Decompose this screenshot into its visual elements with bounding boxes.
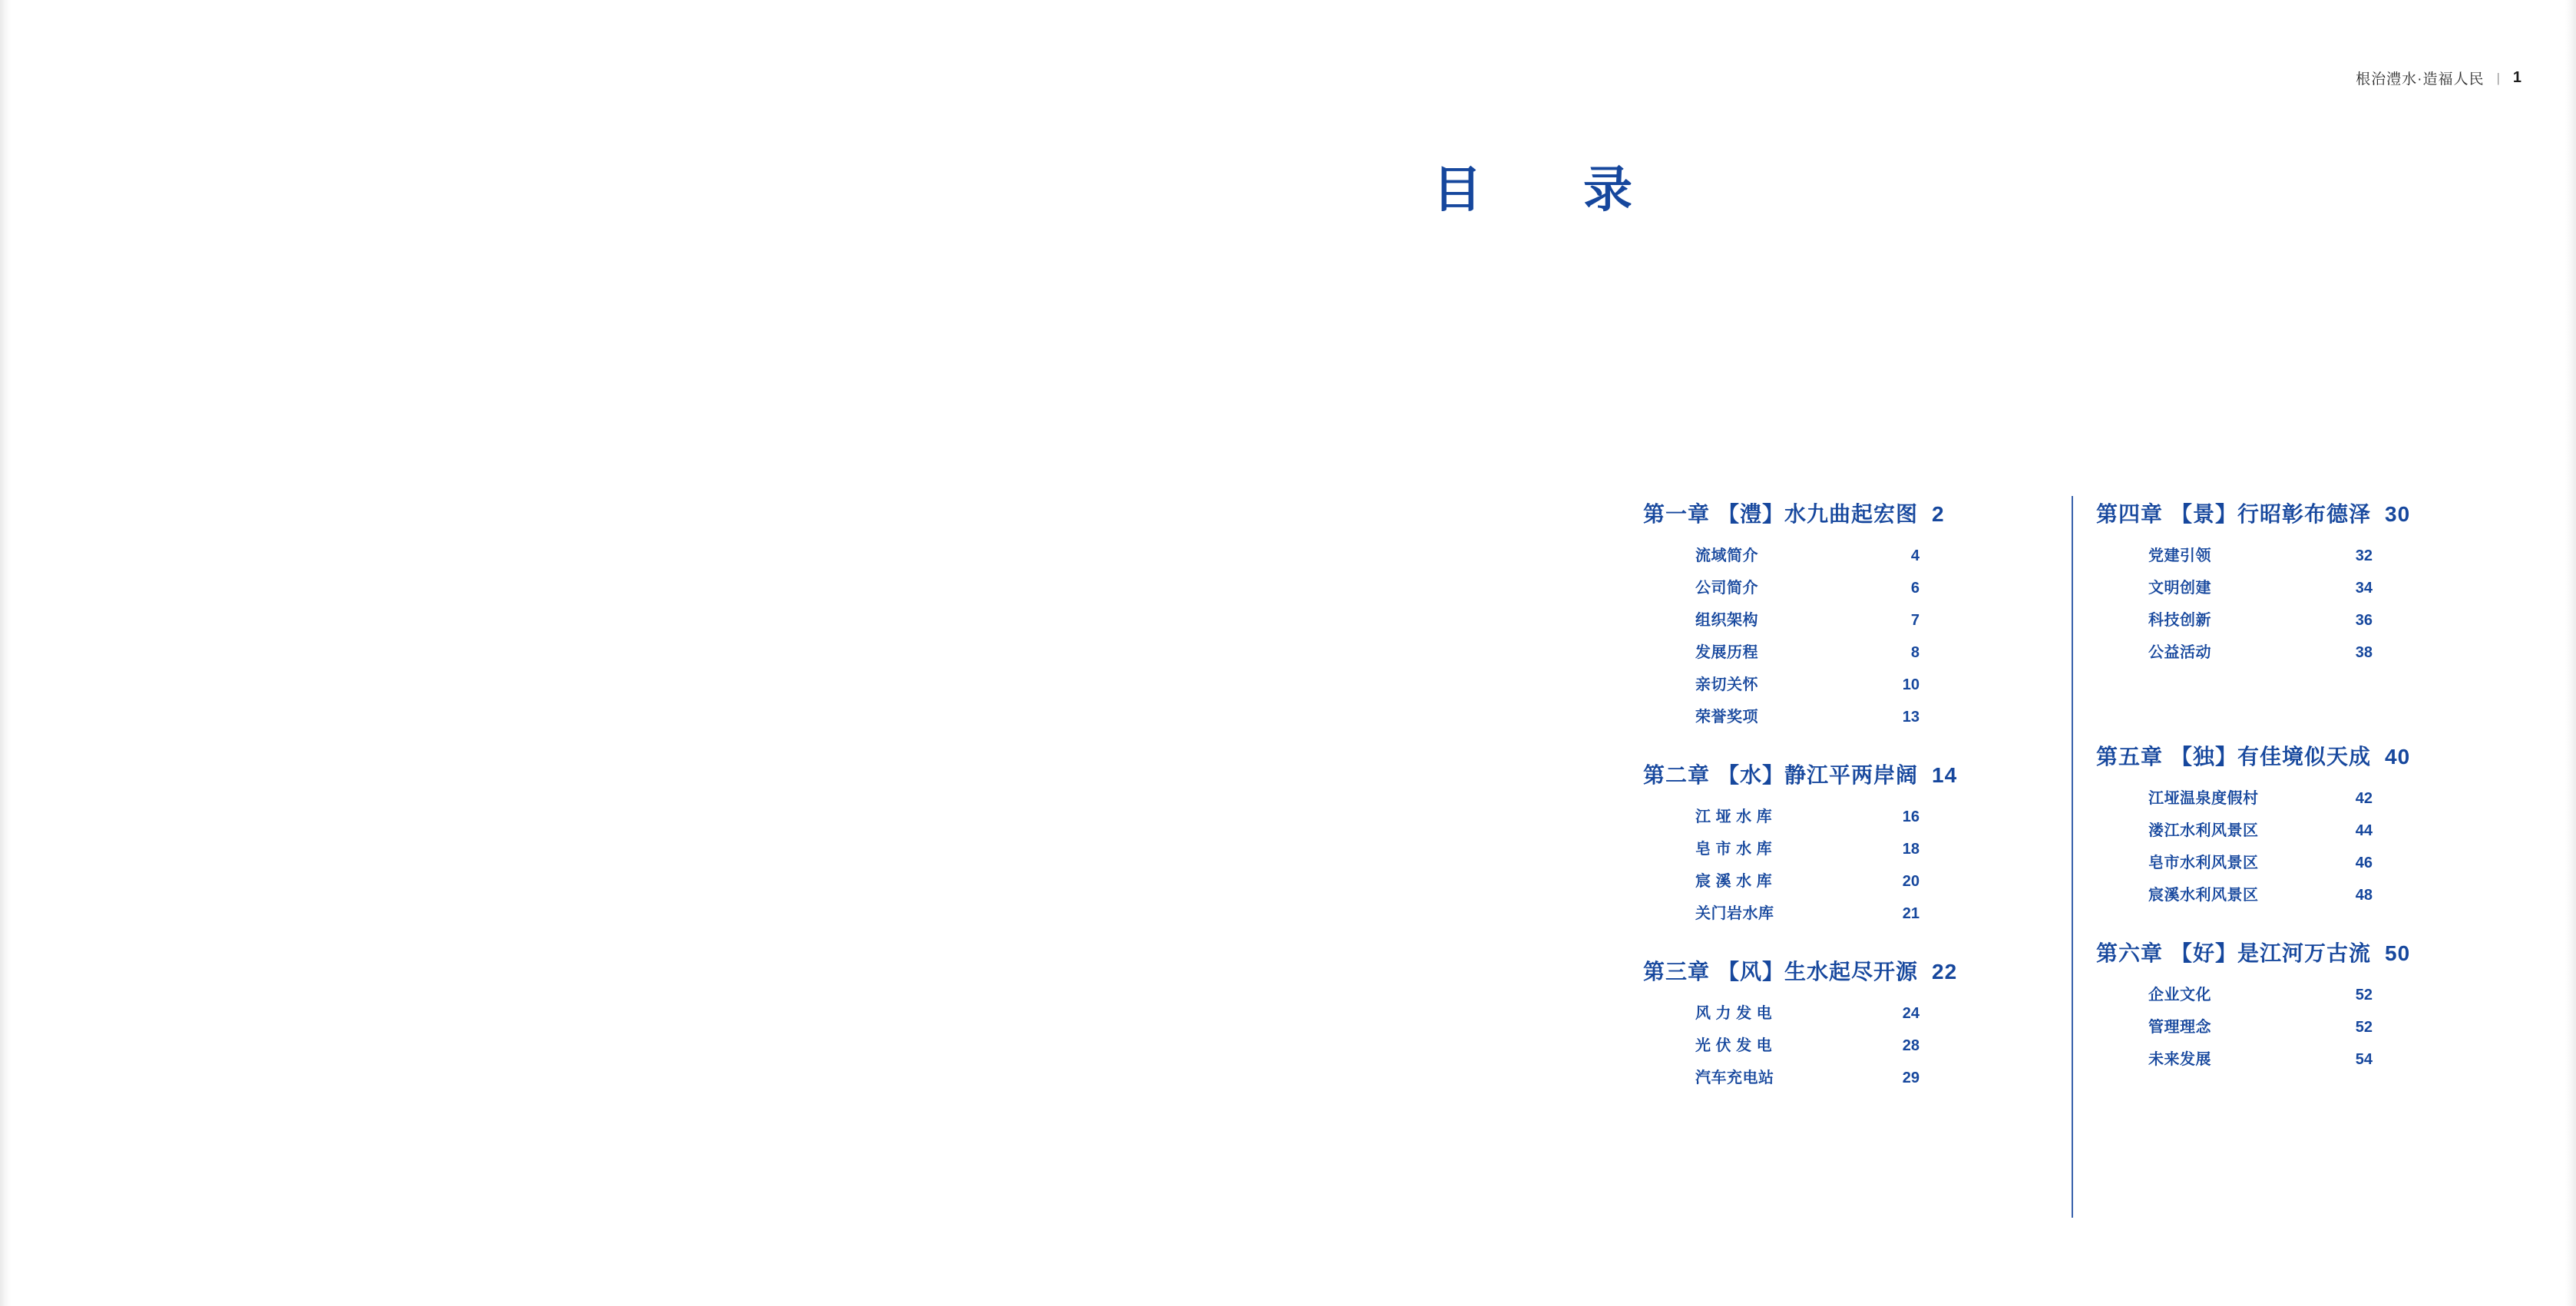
toc-entry-label: 皂 市 水 库	[1695, 841, 1773, 858]
chapter-number: 第一章	[1643, 502, 1711, 526]
toc-entry-page: 52	[2355, 987, 2373, 1003]
chapter-heading[interactable]	[2096, 937, 2503, 967]
running-header	[2356, 68, 2522, 88]
chapter-entries	[1695, 1006, 2050, 1086]
toc-column-left	[1643, 498, 2050, 1103]
chapter-heading[interactable]	[1643, 955, 2050, 986]
chapter-block	[2096, 937, 2503, 1067]
toc-entry-label: 汽车充电站	[1695, 1070, 1774, 1086]
toc-entry[interactable]	[1695, 613, 2050, 628]
toc-entry-label: 企业文化	[2148, 987, 2211, 1003]
running-header-separator: |	[2496, 70, 2501, 85]
toc-entry-label: 江 垭 水 库	[1695, 808, 1773, 825]
toc-entry-label: 宸溪水利风景区	[2148, 887, 2259, 904]
chapter-entries	[2148, 548, 2503, 660]
chapter-block	[1643, 759, 2050, 921]
toc-entry-page: 20	[1902, 873, 1920, 890]
toc-entry-label: 科技创新	[2148, 612, 2211, 629]
toc-entry[interactable]	[2148, 580, 2503, 596]
chapter-title: 【风】生水起尽开源	[1718, 960, 1919, 984]
chapter-page: 14	[1932, 763, 1958, 787]
page-edge-right	[2565, 0, 2576, 1306]
chapter-entries	[2148, 987, 2503, 1067]
toc-entry-label: 皂市水利风景区	[2148, 855, 2259, 871]
toc-entry-page: 36	[2355, 612, 2373, 629]
toc-entry-label: 流域简介	[1695, 547, 1758, 564]
chapter-block	[2096, 740, 2503, 903]
toc-entry[interactable]	[1695, 1038, 2050, 1053]
chapter-block	[1643, 955, 2050, 1086]
toc-entry[interactable]	[1695, 580, 2050, 596]
toc-entry-page: 44	[2355, 822, 2373, 839]
toc-entry-label: 公司简介	[1695, 580, 1758, 597]
toc-column-right	[2050, 498, 2503, 1103]
toc-entry[interactable]	[1695, 709, 2050, 725]
toc-entry-label: 发展历程	[1695, 644, 1758, 661]
toc-entry[interactable]	[1695, 1070, 2050, 1086]
toc-entry-page: 42	[2355, 790, 2373, 807]
toc-entry-page: 8	[1910, 644, 1920, 661]
chapter-title: 【水】静江平两岸阔	[1718, 763, 1919, 787]
toc-entry-page: 54	[2355, 1051, 2373, 1068]
toc-entry[interactable]	[1695, 548, 2050, 564]
toc-entry-label: 江垭温泉度假村	[2148, 790, 2259, 807]
page-edge-left	[0, 0, 11, 1306]
chapter-entries	[1695, 548, 2050, 725]
toc-entry-page: 10	[1902, 676, 1920, 693]
toc-entry-label: 溇江水利风景区	[2148, 822, 2259, 839]
toc-entry-label: 亲切关怀	[1695, 676, 1758, 693]
toc-entry-page: 16	[1902, 808, 1920, 825]
toc-entry-page: 7	[1910, 612, 1920, 629]
toc-entry[interactable]	[1695, 906, 2050, 921]
chapter-heading[interactable]	[2096, 498, 2503, 528]
toc-entry-page: 13	[1902, 709, 1920, 726]
toc-entry-page: 29	[1902, 1070, 1920, 1086]
toc-entry[interactable]	[2148, 645, 2503, 660]
toc-entry-page: 24	[1902, 1005, 1920, 1022]
chapter-heading[interactable]	[1643, 498, 2050, 528]
toc-entry-page: 18	[1902, 841, 1920, 858]
toc-entry[interactable]	[1695, 677, 2050, 693]
chapter-number: 第三章	[1643, 960, 1711, 984]
toc-entry-page: 32	[2355, 547, 2373, 564]
chapter-heading[interactable]	[2096, 740, 2503, 771]
toc-entry-page: 28	[1902, 1037, 1920, 1054]
toc-entry[interactable]	[1695, 645, 2050, 660]
chapter-number: 第四章	[2096, 502, 2164, 526]
toc-entry[interactable]	[2148, 1052, 2503, 1067]
toc-entry-page: 21	[1902, 905, 1920, 922]
toc-entry-label: 宸 溪 水 库	[1695, 873, 1773, 890]
running-header-brand: 根治澧水·造福人民	[2356, 71, 2485, 88]
chapter-page: 30	[2385, 502, 2411, 526]
toc-entry-label: 荣誉奖项	[1695, 709, 1758, 726]
chapter-number: 第六章	[2096, 941, 2164, 965]
chapter-entries	[2148, 791, 2503, 903]
chapter-number: 第二章	[1643, 763, 1711, 787]
chapter-title: 【独】有佳境似天成	[2171, 745, 2372, 769]
chapter-page: 2	[1932, 502, 1945, 526]
toc-entry-label: 组织架构	[1695, 612, 1758, 629]
toc-entry[interactable]	[1695, 841, 2050, 857]
chapter-block	[2096, 498, 2503, 660]
running-header-page-number: 1	[2512, 69, 2522, 86]
toc-entry-label: 关门岩水库	[1695, 905, 1774, 922]
toc-entry-label: 公益活动	[2148, 644, 2211, 661]
toc-entry-label: 文明创建	[2148, 580, 2211, 597]
chapter-number: 第五章	[2096, 745, 2164, 769]
table-of-contents	[1643, 498, 2503, 1103]
toc-entry-label: 风 力 发 电	[1695, 1005, 1773, 1022]
toc-entry-page: 46	[2355, 855, 2373, 871]
toc-entry-page: 48	[2355, 887, 2373, 904]
toc-entry[interactable]	[2148, 987, 2503, 1003]
toc-entry[interactable]	[1695, 874, 2050, 889]
chapter-page: 50	[2385, 941, 2411, 965]
page-title: 目 录	[1433, 162, 1658, 217]
toc-entry-page: 34	[2355, 580, 2373, 597]
chapter-title: 【景】行昭彰布德泽	[2171, 502, 2372, 526]
toc-entry[interactable]	[2148, 888, 2503, 903]
toc-entry[interactable]	[1695, 809, 2050, 825]
chapter-title: 【好】是江河万古流	[2171, 941, 2372, 965]
toc-entry-page: 4	[1910, 547, 1920, 564]
toc-entry-page: 6	[1910, 580, 1920, 597]
toc-entry[interactable]	[2148, 548, 2503, 564]
toc-entry-page: 52	[2355, 1019, 2373, 1036]
chapter-page: 22	[1932, 960, 1958, 984]
toc-entry-label: 光 伏 发 电	[1695, 1037, 1773, 1054]
chapter-block	[1643, 498, 2050, 725]
toc-entry[interactable]	[2148, 791, 2503, 806]
toc-entry[interactable]	[1695, 1006, 2050, 1021]
toc-entry[interactable]	[2148, 613, 2503, 628]
toc-entry-label: 党建引领	[2148, 547, 2211, 564]
toc-entry[interactable]	[2148, 855, 2503, 871]
toc-entry-page: 38	[2355, 644, 2373, 661]
chapter-entries	[1695, 809, 2050, 921]
chapter-title: 【澧】水九曲起宏图	[1718, 502, 1919, 526]
chapter-heading[interactable]	[1643, 759, 2050, 789]
toc-entry[interactable]	[2148, 1020, 2503, 1035]
chapter-page: 40	[2385, 745, 2411, 769]
toc-entry[interactable]	[2148, 823, 2503, 838]
toc-entry-label: 未来发展	[2148, 1051, 2211, 1068]
toc-entry-label: 管理理念	[2148, 1019, 2211, 1036]
